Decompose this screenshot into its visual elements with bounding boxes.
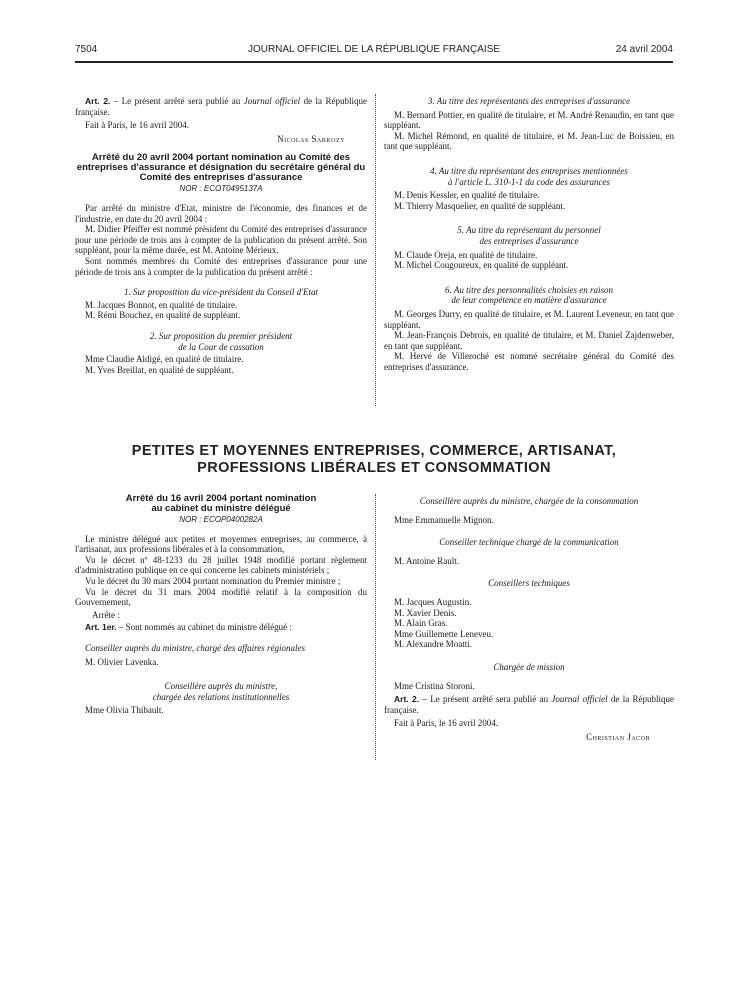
bottom-left-column [75,494,367,716]
page-number: 7504 [75,44,98,55]
section-heading: des entreprises d'assurance [479,235,579,246]
appointee: M. Olivier Lavenka. [85,656,159,667]
section-heading: 6. Au titre des personnalités choisies en raison [445,284,613,295]
section-heading: 3. Au titre des représentants des entreprises d'assurance [427,96,631,106]
art1-paragraph: Art. 1er. – Sont nommés au cabinet du ministre délégué : [85,622,292,633]
appointee: Mme Olivia Thibault. [85,705,164,716]
role-heading: Chargée de mission [493,661,565,672]
journal-title: JOURNAL OFFICIEL DE LA RÉPUBLIQUE FRANÇAISE [247,44,501,55]
list-item: M. Jacques Bonnot, en qualité de titulaire. [85,299,238,310]
paragraph: Vu le décret du 31 mars 2004 modifié relatif à la composition du Gouvernement, [75,586,367,608]
paragraph: Par arrêté du ministre d'Etat, ministre de l'économie, des finances et de l'industrie, en date du 20 avril 2004 : [75,202,367,224]
section-heading: 2. Sur proposition du premier président [149,330,293,341]
list-item: M. Jean-François Debrois, en qualité de titulaire, et M. Daniel Zajdenweber, en tant que suppléant. [384,330,674,351]
appointee: M. Jacques Augustin. [394,596,472,607]
appointee: Mme Emmanuelle Mignon. [394,514,494,525]
arrete-title: Arrêté du 20 avril 2004 portant nomination au Comité des entreprises d'assurance et désignation du secrétaire général du Comité des entreprises d'assurance [76,152,366,184]
page-header [75,44,673,60]
list-item: M. Thierry Masquelier, en qualité de suppléant. [394,200,566,211]
arrete-title: Arrêté du 16 avril 2004 portant nomination [125,493,317,504]
role-heading: Conseiller auprès du ministre, chargé des affaires régionales [85,642,305,653]
section-title-line: PETITES ET MOYENNES ENTREPRISES, COMMERCE, ARTISANAT, [131,443,617,459]
art2-paragraph: Art. 2. – Le présent arrêté sera publié au Journal officiel de la République française. [75,96,367,117]
list-item: M. Yves Breillat, en qualité de suppléant. [85,364,234,375]
list-item: M. Hervé de Villeroché est nommé secrétaire général du Comité des entreprises d'assurance. [384,351,674,372]
appointee: M. Alexandre Moatti. [394,639,472,650]
paragraph: Le ministre délégué aux petites et moyennes entreprises, au commerce, à l'artisanat, aux professions libérales et à la consommation, [75,533,367,555]
section-heading: 1. Sur proposition du vice-président du Conseil d'Etat [123,287,319,298]
section-heading: 5. Au titre du représentant du personnel [457,225,601,236]
fait-a-paris: Fait à Paris, le 16 avril 2004. [394,718,498,729]
section-heading: de leur compétence en matière d'assurance [451,295,607,306]
role-heading: Conseiller technique chargé de la communication [439,537,619,548]
section-heading: de la Cour de cassation [178,341,264,352]
list-item: M. Denis Kessler, en qualité de titulaire. [394,190,540,201]
appointee: M. Alain Gras. [394,618,448,629]
list-item: Mme Claudie Aldigé, en qualité de titulaire. [85,354,244,365]
appointee: M. Xavier Denis. [394,607,457,618]
role-heading: Conseillère auprès du ministre, chargée de la consommation [419,496,639,506]
list-item: M. Claude Oreja, en qualité de titulaire. [394,249,538,260]
list-item: M. Georges Durry, en qualité de titulaire, et M. Laurent Leveneur, en tant que suppléant. [384,308,674,330]
arrete-title: au cabinet du ministre délégué [151,503,291,514]
section-heading: à l'article L. 310-1-1 du code des assurances [448,176,610,187]
signature: Nicolas Sarkozy [277,133,345,144]
column-separator [375,494,376,760]
header-rule [75,61,673,63]
section-title-line: PROFESSIONS LIBÉRALES ET CONSOMMATION [197,460,551,476]
issue-date: 24 avril 2004 [615,44,673,55]
paragraph: Sont nommés membres du Comité des entreprises d'assurance pour une période de trois ans à compter de la publication du présent arrêté : [75,255,367,277]
appointee: M. Antoine Rault. [394,555,459,566]
appointee: Mme Guillemette Leneveu. [394,628,494,639]
paragraph: Vu le décret nº 48-1233 du 28 juillet 1948 modifié portant règlement d'administration publique en ce qui concerne les cabinets ministériels ; [75,554,367,576]
bottom-right-column [384,496,674,743]
fait-a-paris: Fait à Paris, le 16 avril 2004. [85,120,189,131]
list-item: M. Bernard Pottier, en qualité de titulaire, et M. André Renaudin, en tant que suppléant. [384,109,674,131]
paragraph: M. Didier Pfeiffer est nommé président du Comité des entreprises d'assurance pour une période de trois ans à compter de la publication du présent arrêté. Son suppléant, pour la même durée, est M. Antoine Mérieux. [75,224,367,256]
art2-paragraph: Art. 2. – Le présent arrêté sera publié au Journal officiel de la République française. [384,694,674,715]
role-heading: Conseillère auprès du ministre, [164,681,278,692]
role-heading: chargée des relations institutionnelles [152,691,290,702]
nor-reference: NOR : ECOT0495137A [179,184,263,194]
signature: Christian Jacob [586,731,650,742]
arrete-label: Arrête : [92,609,120,620]
section-heading: 4. Au titre du représentant des entreprises mentionnées [430,165,628,176]
list-item: M. Michel Rémond, en qualité de titulaire, et M. Jean-Luc de Boissieu, en tant que suppléant. [384,130,674,152]
section-title [75,443,673,477]
appointee: Mme Cristina Storoni. [394,680,475,691]
top-left-column [75,96,367,375]
role-heading: Conseillers techniques [488,578,570,589]
list-item: M. Michel Cougoureux, en qualité de suppléant. [394,260,569,271]
list-item: M. Rémi Bouchez, en qualité de suppléant. [85,310,241,321]
top-right-column [384,96,674,372]
paragraph: Vu le décret du 30 mars 2004 portant nomination du Premier ministre ; [85,575,341,586]
nor-reference: NOR : ECOP0400282A [179,515,263,524]
column-separator [375,94,376,406]
